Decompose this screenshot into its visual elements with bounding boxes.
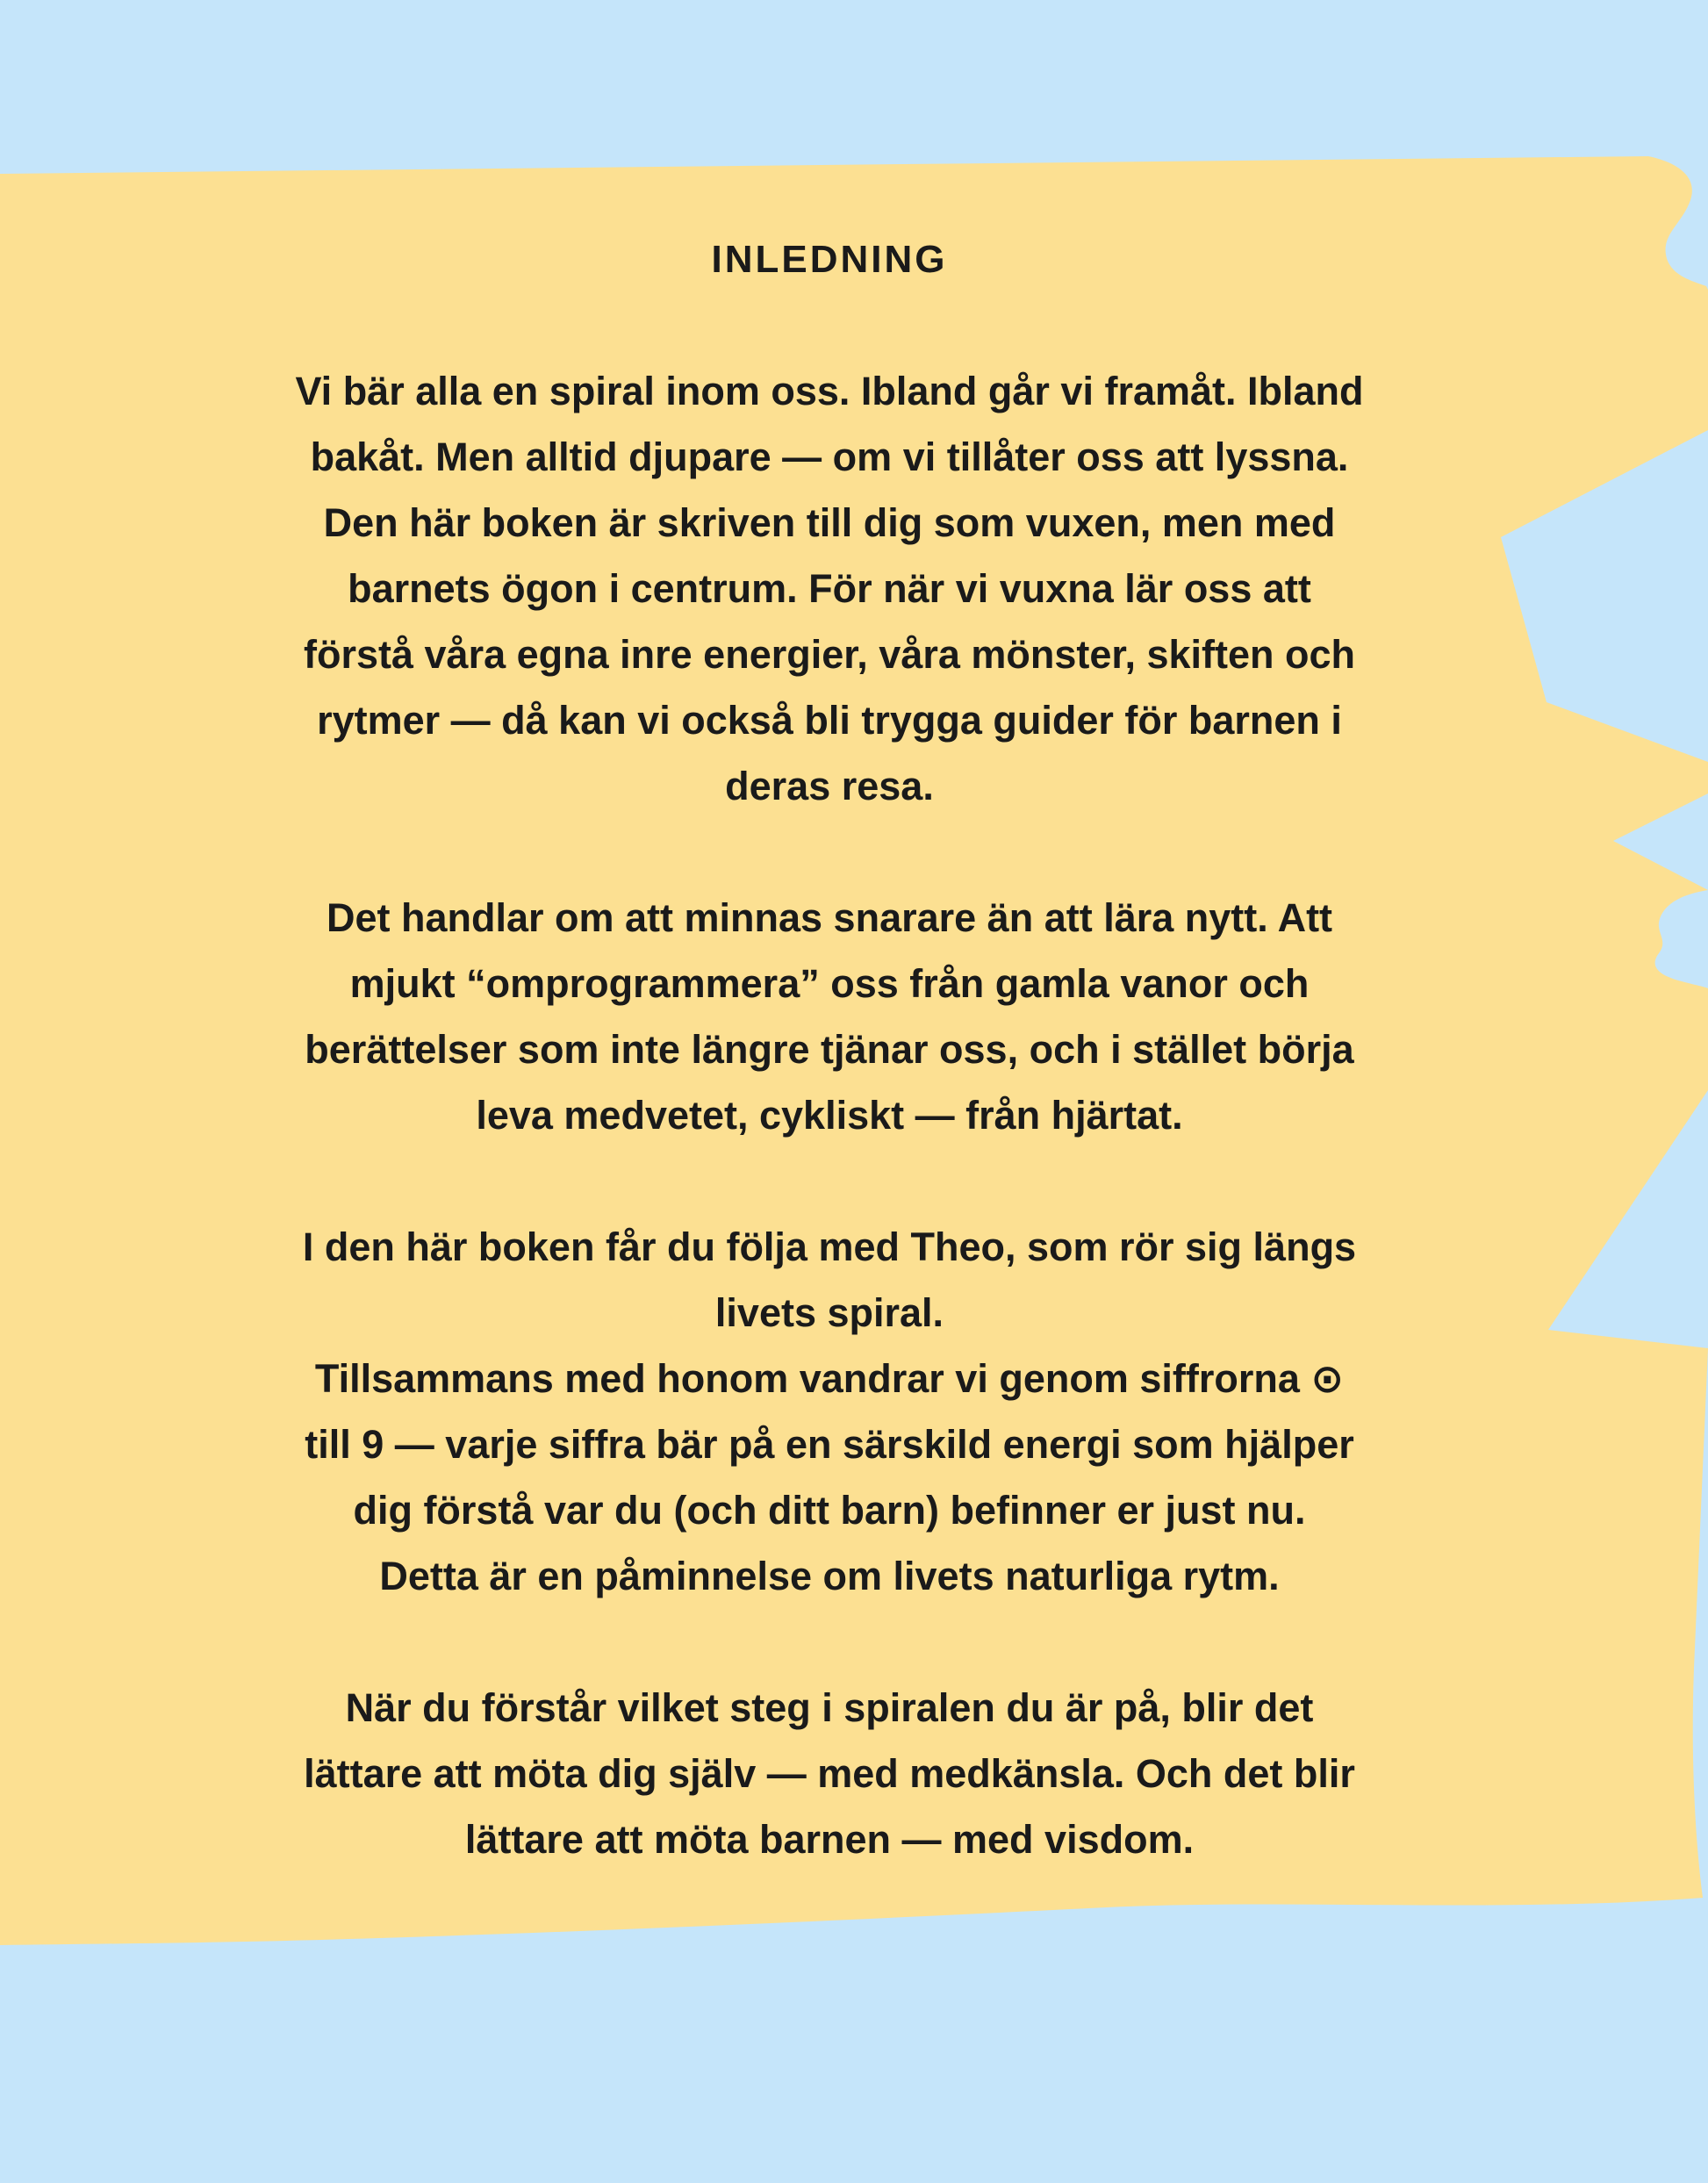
text-line: deras resa. bbox=[725, 764, 934, 808]
text-line: leva medvetet, cykliskt — från hjärtat. bbox=[476, 1093, 1183, 1138]
text-line: Tillsammans med honom vandrar vi genom siffrorna ⊙ bbox=[314, 1356, 1345, 1401]
text-line: rytmer — då kan vi också bli trygga guider för barnen i bbox=[317, 698, 1342, 743]
text-line: livets spiral. bbox=[714, 1290, 944, 1335]
text-line: förstå våra egna inre energier, våra mönster, skiften och bbox=[304, 632, 1355, 677]
text-line: Detta är en påminnelse om livets naturliga rytm. bbox=[379, 1554, 1280, 1598]
intro-paragraph-1 bbox=[0, 358, 1659, 819]
text-line: Det handlar om att minnas snarare än att lära nytt. Att bbox=[326, 895, 1333, 940]
intro-paragraph-2 bbox=[0, 885, 1659, 1148]
text-line: I den här boken får du följa med Theo, som rör sig längs bbox=[302, 1224, 1357, 1269]
text-line: När du förstår vilket steg i spiralen du är på, blir det bbox=[345, 1685, 1314, 1730]
text-line: lättare att möta barnen — med visdom. bbox=[464, 1817, 1195, 1862]
text-line: berättelser som inte längre tjänar oss, och i stället börja bbox=[305, 1027, 1354, 1072]
text-line: dig förstå var du (och ditt barn) befinner er just nu. bbox=[353, 1488, 1306, 1533]
intro-paragraph-3 bbox=[0, 1214, 1659, 1609]
text-line: lättare att möta dig själv — med medkänsla. Och det blir bbox=[304, 1751, 1355, 1796]
text-line: till 9 — varje siffra bär på en särskild energi som hjälper bbox=[305, 1422, 1354, 1467]
page-title: INLEDNING bbox=[711, 238, 948, 281]
intro-paragraph-4 bbox=[0, 1675, 1659, 1872]
text-line: barnets ögon i centrum. För när vi vuxna lär oss att bbox=[348, 566, 1311, 611]
text-line: Vi bär alla en spiral inom oss. Ibland går vi framåt. Ibland bbox=[295, 369, 1364, 413]
page-content bbox=[0, 226, 1659, 1938]
text-line: Den här boken är skriven till dig som vuxen, men med bbox=[323, 500, 1336, 545]
text-line: bakåt. Men alltid djupare — om vi tillåter oss att lyssna. bbox=[310, 434, 1349, 479]
text-line: mjukt “omprogrammera” oss från gamla vanor och bbox=[349, 961, 1310, 1006]
